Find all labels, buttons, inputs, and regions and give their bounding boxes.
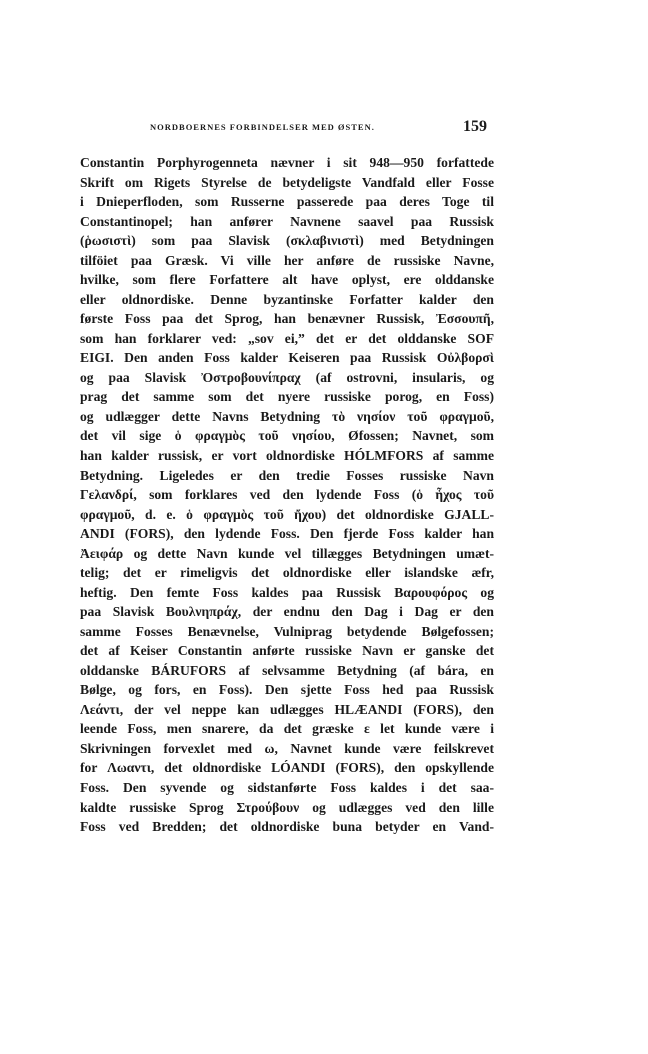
text-line: ANDI (FORS), den lydende Foss. Den fjerde Foss kalder han [80, 526, 494, 542]
text-line: olddanske BÁRUFORS af selvsamme Betydning (af bára, en [80, 662, 494, 678]
text-line: samme Fosses Benævnelse, Vulniprag betydende Bølgefossen; [80, 623, 494, 639]
text-line: φραγμοῦ, d. e. ὁ φραγμὸς τοῦ ἤχου) det oldnordiske GJALL- [80, 506, 494, 522]
text-line: prag det samme som det nyere russiske porog, en Foss) [80, 389, 494, 405]
text-line: Γελανδρί, som forklares ved den lydende Foss (ὁ ἦχος τοῦ [80, 487, 494, 503]
text-line: eller oldnordiske. Denne byzantinske Forfatter kalder den [80, 291, 494, 307]
text-line: og udlægger dette Navns Betydning τὸ νησίον τοῦ φραγμοῦ, [80, 408, 494, 424]
text-line: kaldte russiske Sprog Στρούβουν og udlægges ved den lille [80, 799, 494, 815]
text-line: Foss. Den syvende og sidstanførte Foss kaldes i det saa- [80, 780, 494, 795]
text-line: heftig. Den femte Foss kaldes paa Russisk Βαρουφόρος og [80, 584, 494, 600]
text-line: paa Slavisk Βουλνηπράχ, der endnu den Dag i Dag er den [80, 604, 494, 620]
text-line: Constantinopel; han anfører Navnene saavel paa Russisk [80, 213, 494, 229]
text-line: hvilke, som flere Forfattere alt have oplyst, ere olddanske [80, 272, 494, 288]
text-line: leende Foss, men snarere, da det græske ε let kunde være i [80, 721, 494, 737]
text-line: Betydning. Ligeledes er den tredie Fosses russiske Navn [80, 467, 494, 483]
text-line: (ῥωσιστὶ) som paa Slavisk (σκλαβινιστὶ) med Betydningen [80, 233, 494, 249]
running-head: NORDBOERNES FORBINDELSER MED ØSTEN. [150, 122, 375, 132]
text-line: tilföiet paa Græsk. Vi ville her anføre de russiske Navne, [80, 252, 494, 268]
text-line: Skrift om Rigets Styrelse de betydeligste Vandfald eller Fosse [80, 174, 494, 190]
text-line: Foss ved Bredden; det oldnordiske buna betyder en Vand- [80, 819, 494, 835]
text-line: Ἀειφάρ og dette Navn kunde vel tillægges Betydningen umæt- [80, 545, 494, 561]
text-line: Constantin Porphyrogenneta nævner i sit 948—950 forfattede [80, 155, 494, 170]
text-line: Skrivningen forvexlet med ω, Navnet kunde være feilskrevet [80, 740, 494, 756]
page-number: 159 [463, 118, 487, 135]
text-line: som han forklarer ved: „sov ei,” det er det olddanske SOF [80, 330, 494, 346]
text-line: første Foss paa det Sprog, han benævner Russisk, Ἐσσουπῆ, [80, 311, 494, 327]
text-line: telig; det er rimeligvis det oldnordiske eller islandske æfr, [80, 565, 494, 581]
text-line: EIGI. Den anden Foss kalder Keiseren paa Russisk Οὐλβορσὶ [80, 350, 494, 366]
text-line: og paa Slavisk Ὀστροβουνίπραχ (af ostrovni, insularis, og [80, 369, 494, 385]
text-line: Bølge, og fors, en Foss). Den sjette Foss hed paa Russisk [80, 682, 494, 698]
text-line: Λεάντι, der vel neppe kan udlægges HLÆANDI (FORS), den [80, 701, 494, 717]
text-line: han kalder russisk, er vort oldnordiske HÓLMFORS af samme [80, 447, 494, 463]
text-line: i Dnieperfloden, som Russerne passerede paa deres Toge til [80, 194, 494, 210]
text-line: for Λωαντι, det oldnordiske LÓANDI (FORS), den opskyllende [80, 760, 494, 776]
text-line: det vil sige ὁ φραγμὸς τοῦ νησίου, Øfossen; Navnet, som [80, 428, 494, 444]
body-text [80, 153, 494, 837]
text-line: det af Keiser Constantin anførte russiske Navn er ganske det [80, 643, 494, 659]
